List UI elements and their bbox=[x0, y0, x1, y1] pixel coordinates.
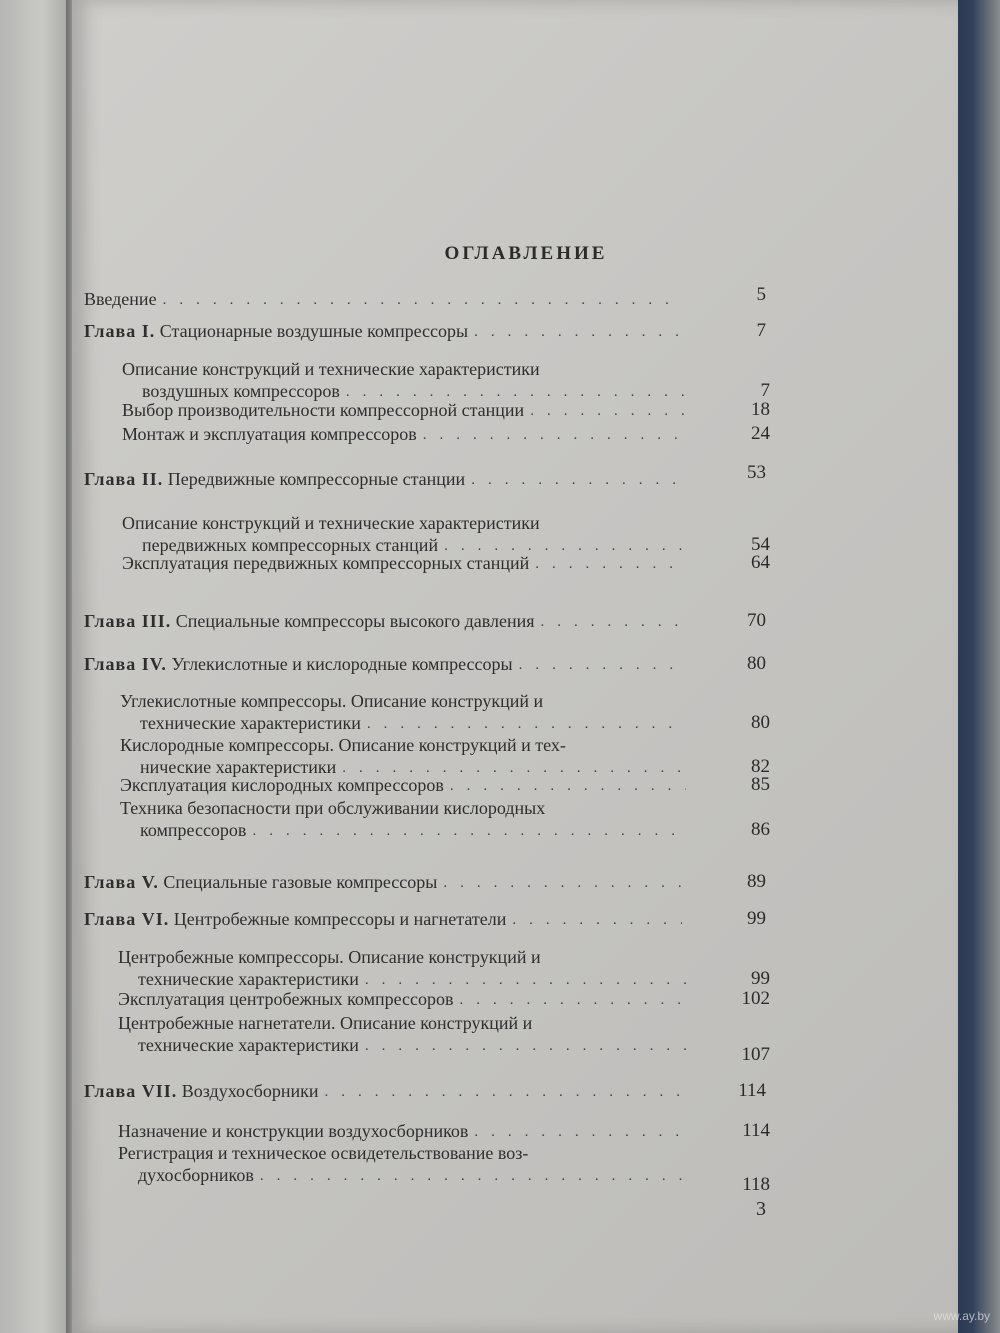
entry-page: 107 bbox=[741, 1044, 770, 1065]
entry-page: 53 bbox=[747, 462, 766, 483]
dot-leader bbox=[450, 776, 686, 796]
entry-text: Монтаж и эксплуатация компрессоров bbox=[122, 424, 417, 444]
chapter-label: Глава VII. bbox=[84, 1081, 178, 1101]
toc-entry-section bbox=[120, 734, 770, 778]
entry-text: технические характеристики bbox=[140, 713, 361, 733]
watermark: www.ay.by bbox=[933, 1309, 990, 1323]
entry-page: 86 bbox=[751, 819, 770, 840]
entry-text: технические характеристики bbox=[138, 969, 359, 989]
toc-entry-section bbox=[122, 552, 770, 574]
entry-text: Выбор производительности компрессорной станции bbox=[122, 400, 525, 420]
book-page bbox=[72, 0, 958, 1333]
entry-text: Углекислотные и кислородные компрессоры bbox=[171, 654, 513, 674]
entry-text: Воздухосборники bbox=[181, 1081, 319, 1101]
page-number: 3 bbox=[756, 1198, 766, 1220]
chapter-label: Глава IV. bbox=[84, 654, 167, 674]
toc-entry-section bbox=[122, 512, 770, 556]
previous-page-edge bbox=[0, 0, 70, 1333]
toc-entry-intro bbox=[84, 284, 766, 310]
entry-text: духосборников bbox=[138, 1165, 254, 1185]
entry-text: Центробежные нагнетатели. Описание конструкций и bbox=[118, 1013, 533, 1033]
dot-leader bbox=[535, 554, 686, 574]
entry-page: 99 bbox=[747, 908, 766, 929]
dot-leader bbox=[530, 401, 686, 421]
entry-text: Эксплуатация центробежных компрессоров bbox=[118, 989, 454, 1009]
toc-entry-section bbox=[120, 797, 770, 841]
entry-page: 89 bbox=[747, 871, 766, 892]
entry-text: Описание конструкций и технические характеристики bbox=[122, 359, 540, 379]
entry-page: 5 bbox=[756, 284, 766, 305]
toc-entry-section bbox=[122, 399, 770, 421]
entry-page: 80 bbox=[747, 653, 766, 674]
entry-page: 114 bbox=[738, 1080, 766, 1101]
toc-entry-section bbox=[118, 1120, 770, 1142]
entry-page: 7 bbox=[756, 320, 766, 341]
chapter-label: Глава I. bbox=[84, 321, 156, 341]
toc-entry-chapter-3 bbox=[84, 610, 766, 632]
entry-text: Центробежные компрессоры и нагнетатели bbox=[173, 909, 507, 929]
dot-leader bbox=[512, 910, 682, 930]
entry-page: 18 bbox=[751, 399, 770, 420]
chapter-label: Глава VI. bbox=[84, 909, 170, 929]
entry-page: 99 bbox=[751, 968, 770, 989]
toc-entry-chapter-2 bbox=[84, 462, 766, 490]
dot-leader bbox=[443, 873, 682, 893]
toc-entry-chapter-4 bbox=[84, 653, 766, 675]
toc-entry-section bbox=[122, 358, 770, 402]
toc-title: ОГЛАВЛЕНИЕ bbox=[444, 242, 608, 264]
dot-leader bbox=[423, 425, 686, 445]
toc-entry-section bbox=[118, 946, 770, 990]
entry-text: технические характеристики bbox=[138, 1035, 359, 1055]
dot-leader bbox=[474, 322, 682, 342]
dot-leader bbox=[365, 970, 686, 990]
entry-text: Специальные газовые компрессоры bbox=[163, 872, 438, 892]
toc-entry-section bbox=[120, 690, 770, 734]
entry-text: Центробежные компрессоры. Описание конструкций и bbox=[118, 947, 541, 967]
entry-text: Техника безопасности при обслуживании кислородных bbox=[120, 798, 546, 818]
entry-text: Введение bbox=[84, 289, 157, 309]
toc-entry-section bbox=[122, 423, 770, 445]
dot-leader bbox=[460, 990, 686, 1010]
entry-page: 85 bbox=[751, 774, 770, 795]
book-cover-edge bbox=[955, 0, 1000, 1333]
entry-text: компрессоров bbox=[140, 820, 247, 840]
entry-text: Специальные компрессоры высокого давления bbox=[175, 611, 535, 631]
dot-leader bbox=[260, 1166, 686, 1186]
entry-text: Эксплуатация передвижных компрессорных станций bbox=[122, 553, 530, 573]
entry-text: воздушных компрессоров bbox=[142, 381, 340, 401]
toc-entry-section bbox=[118, 1142, 770, 1195]
entry-text: Углекислотные компрессоры. Описание конструкций и bbox=[120, 691, 544, 711]
chapter-label: Глава V. bbox=[84, 872, 159, 892]
entry-page: 7 bbox=[760, 380, 770, 401]
entry-page: 54 bbox=[751, 534, 770, 555]
entry-text: Регистрация и техническое освидетельствование воз- bbox=[118, 1143, 529, 1163]
toc-entry-chapter-1 bbox=[84, 320, 766, 342]
toc-entry-chapter-5 bbox=[84, 871, 766, 893]
entry-page: 102 bbox=[741, 988, 770, 1009]
dot-leader bbox=[324, 1082, 682, 1102]
entry-page: 80 bbox=[751, 712, 770, 733]
dot-leader bbox=[365, 1036, 686, 1056]
dot-leader bbox=[541, 612, 682, 632]
entry-text: Эксплуатация кислородных компрессоров bbox=[120, 775, 444, 795]
dot-leader bbox=[519, 655, 682, 675]
dot-leader bbox=[471, 470, 682, 490]
toc-entry-section bbox=[120, 774, 770, 796]
dot-leader bbox=[367, 714, 686, 734]
dot-leader bbox=[474, 1122, 686, 1142]
entry-text: Передвижные компрессорные станции bbox=[167, 469, 466, 489]
entry-page: 114 bbox=[742, 1120, 770, 1141]
dot-leader bbox=[252, 821, 686, 841]
entry-page: 64 bbox=[751, 552, 770, 573]
entry-text: Назначение и конструкции воздухосборников bbox=[118, 1121, 469, 1141]
toc-entry-section bbox=[118, 988, 770, 1010]
toc-entry-chapter-7 bbox=[84, 1080, 766, 1102]
dot-leader bbox=[163, 290, 682, 310]
entry-page: 82 bbox=[751, 756, 770, 777]
entry-text: Описание конструкций и технические характеристики bbox=[122, 513, 540, 533]
toc-entry-section bbox=[118, 1012, 770, 1065]
chapter-label: Глава III. bbox=[84, 611, 172, 631]
entry-page: 118 bbox=[742, 1174, 770, 1195]
toc-entry-chapter-6 bbox=[84, 908, 766, 930]
entry-page: 70 bbox=[747, 610, 766, 631]
entry-text: нические характеристики bbox=[140, 757, 337, 777]
entry-text: Кислородные компрессоры. Описание конструкций и тех- bbox=[120, 735, 566, 755]
entry-page: 24 bbox=[751, 423, 770, 444]
entry-text: передвижных компрессорных станций bbox=[142, 535, 439, 555]
chapter-label: Глава II. bbox=[84, 469, 164, 489]
entry-text: Стационарные воздушные компрессоры bbox=[159, 321, 469, 341]
